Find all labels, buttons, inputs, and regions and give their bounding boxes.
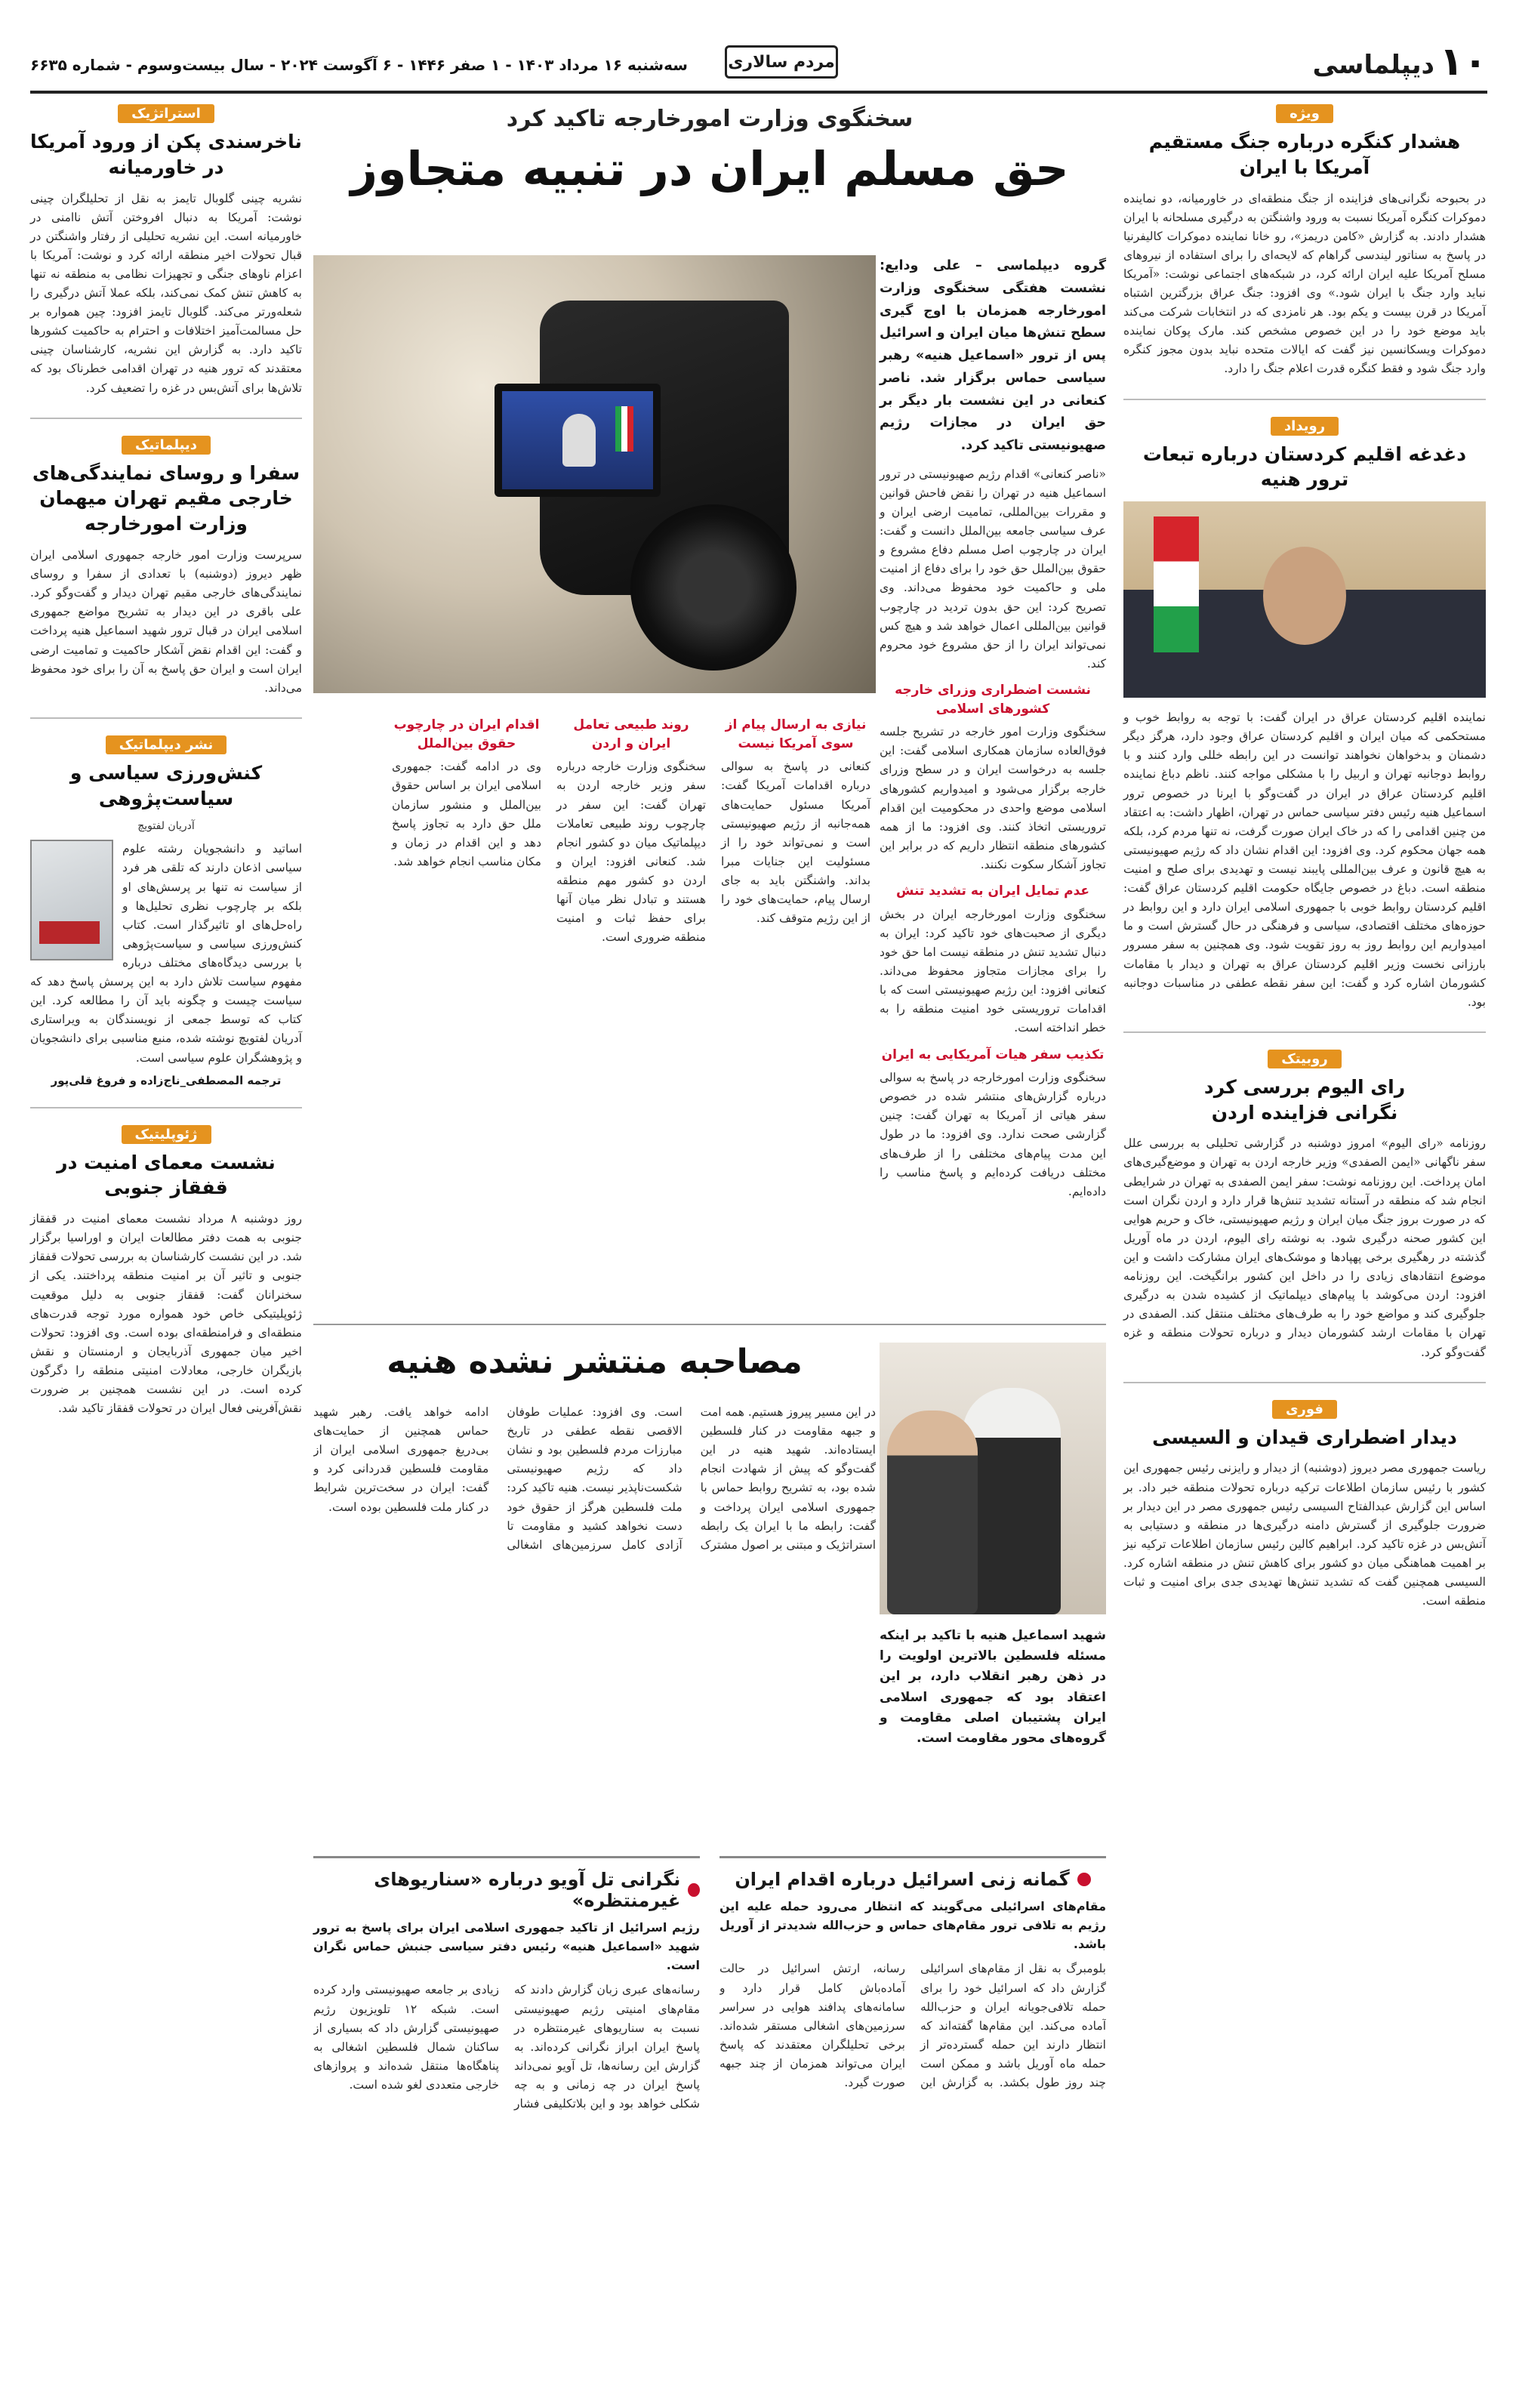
article-body: کنعانی در پاسخ به سوالی درباره اقدامات آمریکا گفت: آمریکا مسئول حمایت‌های همه‌جانبه از رژیم صهیونیستی است و نمی‌تواند خود را از مسئولیت این جنایات مبرا بداند. واشنگتن باید به جای ارسال پیام، حمایت‌های خود را از این رژیم متوقف کند. — [721, 760, 870, 926]
interview-lead: شهید اسماعیل هنیه با تاکید بر اینکه مسئله فلسطین بالاترین اولویت را در ذهن رهبر انقلاب دارد، بر این اعتقاد بود که جمهوری اسلامی ایران پشتیبان اصلی مقاومت و گروه‌های محور مقاومت است. — [880, 1628, 1106, 1746]
section-name: دیپلماسی — [1312, 50, 1434, 80]
book-review-body: اساتید و دانشجویان رشته علوم سیاسی اذعان دارند که تلقی هر فرد از سیاست نه تنها بر پرسش‌های او بلکه بر چارچوب نظری تحلیل‌ها و راه‌حل‌های او تاثیرگذار است. کتاب کنش‌ورزی سیاسی و سیاست‌پژوهی با بررسی دیدگاه‌های مختلف درباره مفهوم سیاست تلاش دارد به این پرسش پاسخ دهد که سیاست چیست و چگونه باید آن را مطالعه کرد. این کتاب که توسط جمعی از نویسندگان به ویراستاری آدریان لفتویچ نوشته شده، منبع مناسبی برای دانشجویان و پژوهشگران علوم سیاسی است. — [30, 842, 302, 1065]
sub-heading: نیازی به ارسال پیام از سوی آمریکا نیست — [725, 717, 867, 751]
news-box-ambassadors — [30, 436, 302, 698]
news-body: سرپرست وزارت امور خارجه جمهوری اسلامی ایران ظهر دیروز (دوشنبه) با تعدادی از سفرا و روسای نمایندگی‌های خارجی مقیم تهران دیدار و گفت‌وگو کرد. علی باقری در این دیدار به تشریح مواضع جمهوری اسلامی ایران در قبال ترور شهید اسماعیل هنیه پرداخت و گفت: این اقدام نقض آشکار حاکمیت و تمامیت ارضی ایران است و ایران حق پاسخ به آن را برای خود محفوظ می‌داند. — [30, 547, 302, 695]
news-body: رسانه‌های عبری زبان گزارش دادند که مقام‌های امنیتی رژیم صهیونیستی نسبت به سناریوهای غیرمنتظره در پاسخ ایران ابراز نگرانی کرده‌اند. به گزارش این رسانه‌ها، تل آویو نمی‌داند پاسخ ایران در چه زمانی و به چه شکلی خواهد بود و این بلاتکلیفی فشار زیادی بر جامعه صهیونیستی وارد کرده است. شبکه ۱۲ تلویزیون رژیم صهیونیستی گزارش داد که بسیاری از ساکنان شمال فلسطین اشغالی به پناهگاه‌ها منتقل شده‌اند و پروازهای خارجی متعددی لغو شده است. — [313, 1983, 700, 2111]
news-body: بلومبرگ به نقل از مقام‌های اسرائیلی گزارش داد که اسرائیل خود را برای حمله تلافی‌جویانه ایران و حزب‌الله آماده می‌کند. این مقام‌ها گفته‌اند که انتظار دارند این حمله گسترده‌تر از حمله ماه آوریل باشد و ممکن است چند روز طول بکشد. به گزارش این رسانه، ارتش اسرائیل در حالت آماده‌باش کامل قرار دارد و سامانه‌های پدافند هوایی در سراسر سرزمین‌های اشغالی مستقر شده‌اند. برخی تحلیلگران معتقدند که پاسخ ایران می‌تواند همزمان از چند جبهه صورت گیرد. — [719, 1962, 1106, 2090]
header-rule — [30, 91, 1487, 94]
bottom-news-israel — [719, 1856, 1106, 2337]
sub-heading: تکذیب سفر هیات آمریکایی به ایران — [881, 1047, 1105, 1062]
news-box-kurdistan — [1123, 417, 1486, 1012]
divider — [1123, 399, 1486, 400]
book-title: کنش‌ورزی سیاسی و سیاست‌پژوهی — [69, 761, 263, 809]
category-tag: روبیتک — [1268, 1050, 1341, 1068]
page-number: ۱۰ — [1439, 39, 1487, 85]
article-columns — [313, 708, 1106, 1282]
article-body: وی در ادامه گفت: جمهوری اسلامی ایران بر اساس حقوق بین‌الملل و منشور سازمان ملل حق دارد به تجاوز پاسخ دهد و این اقدام در زمان و مکان مناسب انجام خواهد شد. — [392, 760, 541, 868]
interview-body-wrap — [313, 1403, 876, 1826]
article-body: «ناصر کنعانی» اقدام رژیم صهیونیستی در ترور اسماعیل هنیه در تهران را نقض فاحش قوانین و مقررات بین‌المللی، تمامیت ارضی ایران و عرف سیاسی جامعه بین‌الملل دانست و گفت: ایران در چارچوب اصل مسلم دفاع مشروع و حقوق بین‌الملل حق خود را برای دفاع از امنیت ملی و حاکمیت خود محفوظ می‌داند. وی تصریح کرد: این حق بدون تردید در چارچوب قوانین بین‌المللی اعمال خواهد شد و هیچ کس نمی‌تواند ایران را از حق مشروع خود محروم کند. — [880, 467, 1106, 671]
sub-heading: اقدام ایران در چارچوب حقوق بین‌الملل — [393, 717, 540, 751]
sub-heading: عدم تمایل ایران به تشدید تنش — [895, 883, 1090, 899]
news-box-caucasus — [30, 1125, 302, 1419]
category-tag: فوری — [1272, 1400, 1337, 1419]
news-box-china — [30, 104, 302, 398]
divider — [30, 1107, 302, 1108]
news-body: روز دوشنبه ۸ مرداد نشست معمای امنیت در قفقاز جنوبی به همت دفتر مطالعات ایران و اوراسیا برگزار شد. در این نشست کارشناسان به بررسی تحولات قفقاز جنوبی و تاثیر آن بر امنیت منطقه پرداختند. یکی از سخنرانان گفت: قفقاز جنوبی به دلیل موقعیت ژئوپلیتیکی خاص خود همواره مورد توجه قدرت‌های منطقه‌ای و فرامنطقه‌ای بوده است. وی افزود: تحولات اخیر میان جمهوری آذربایجان و ارمنستان و نقش بازیگران خارجی، معادلات امنیتی منطقه را دگرگون کرده است. در این نشست همچنین بر ضرورت نقش‌آفرینی فعال ایران در تحولات قفقاز تاکید شد. — [30, 1212, 302, 1416]
right-column — [1123, 104, 1486, 1630]
article-body: سخنگوی وزارت امور خارجه در تشریح جلسه فوق‌العاده سازمان همکاری اسلامی گفت: این جلسه به درخواست ایران و در سطح وزرای خارجه برگزار می‌شود و امیدواریم کشورهای اسلامی موضع واحدی در محکومیت این اقدام تروریستی اتخاذ کنند. وی افزود: ما از همه کشورهای منطقه انتظار داریم که در برابر این تجاوز آشکار سکوت نکنند. — [880, 725, 1106, 871]
news-title: گمانه زنی اسرائیل درباره اقدام ایران — [735, 1869, 1070, 1890]
page-header — [30, 39, 1487, 85]
divider — [1123, 1382, 1486, 1383]
main-kicker: سخنگوی وزارت امورخارجه تاکید کرد — [506, 106, 914, 132]
news-title: هشدار کنگره درباره جنگ مستقیم آمریکا با ایران — [1148, 131, 1461, 178]
news-title: سفرا و روسای نمایندگی‌های خارجی مقیم تهران میهمان وزارت امورخارجه — [32, 461, 300, 535]
news-box-congress — [1123, 104, 1486, 379]
news-lead: مقام‌های اسرائیلی می‌گویند که انتظار می‌رود حمله علیه این رژیم به تلافی ترور مقام‌های حماس و حزب‌الله شدیدتر از آوریل باشد. — [719, 1899, 1106, 1951]
person-figure — [1263, 547, 1346, 645]
news-body: نشریه چینی گلوبال تایمز به نقل از تحلیلگران چینی نوشت: آمریکا به دنبال افروختن آتش ناامنی در خاورمیانه است. این نشریه تحلیلی از رفتار واشنگتن در قبال تحولات اخیر منطقه ارائه کرد و نوشت: آمریکا با اعزام ناوهای جنگی و تجهیزات نظامی به منطقه نه تنها به کاهش تنش کمک نمی‌کند، بلکه عملا آتش درگیری را شعله‌ورتر می‌کند. گلوبال تایمز افزود: چین همواره بر حل مسالمت‌آمیز اختلافات و احترام به حاکمیت کشورها تاکید دارد. به گزارش این نشریه، کارشناسان چینی معتقدند که ترور هنیه در تهران اقدامی خطرناک بود که تلاش‌ها برای آتش‌بس در غزه را تضعیف کرد. — [30, 191, 302, 395]
divider — [1123, 1031, 1486, 1033]
article-body: سخنگوی وزارت امورخارجه ایران در بخش دیگری از صحبت‌های خود تاکید کرد: ایران به دنبال تشدید تنش در منطقه نیست اما حق خود را برای مجازات متجاوز محفوظ می‌داند. کنعانی افزود: این رژیم صهیونیستی است که با اقدامات تروریستی خود امنیت منطقه را به خطر انداخته است. — [880, 907, 1106, 1035]
left-column — [30, 104, 302, 1438]
issue-line: سه‌شنبه ۱۶ مرداد ۱۴۰۳ - ۱ صفر ۱۴۴۶ - ۶ آگوست ۲۰۲۴ - سال بیست‌وسوم - شماره ۶۶۳۵ — [30, 56, 688, 74]
news-box-jordan — [1123, 1050, 1486, 1362]
press-conference-photo — [313, 255, 876, 693]
spokesman-figure — [562, 414, 596, 467]
bullet-icon — [688, 1883, 700, 1897]
news-title: رای الیوم بررسی کرد نگرانی فزاینده اردن — [1203, 1075, 1406, 1124]
news-title: نگرانی تل آویو درباره «سناریوهای غیرمنتظره» — [374, 1869, 681, 1911]
article-body: سخنگوی وزارت خارجه درباره سفر وزیر خارجه اردن به تهران گفت: این سفر در چارچوب روند طبیعی تعاملات دیپلماتیک میان دو کشور انجام شد. کنعانی افزود: ایران و اردن دو کشور مهم منطقه هستند و تبادل نظر میان آنها برای حفظ ثبات و امنیت منطقه ضروری است. — [556, 760, 706, 945]
sub-heading: روند طبیعی تعامل ایران و اردن — [573, 717, 689, 751]
book-author: آدریان لفتویچ — [137, 820, 195, 833]
divider — [30, 418, 302, 419]
news-title: دیدار اضطراری قیدان و السیسی — [1152, 1426, 1457, 1448]
article-column — [556, 708, 706, 947]
category-tag: رویداد — [1271, 417, 1339, 436]
newspaper-logo: مردم سالاری — [725, 45, 838, 79]
person-figure — [887, 1411, 978, 1614]
news-title: دغدغه اقلیم کردستان درباره تبعات ترور هنیه — [1142, 442, 1467, 491]
camera-lens — [630, 504, 797, 671]
divider — [30, 717, 302, 719]
interview-title: مصاحبه منتشر نشده هنیه — [387, 1343, 803, 1381]
sub-heading: نشست اضطراری وزرای خارجه کشورهای اسلامی — [895, 682, 1091, 717]
news-body: در بحبوحه نگرانی‌های فزاینده از جنگ منطقه‌ای در خاورمیانه، دو نماینده دموکرات کنگره آمریکا نسبت به ورود واشنگتن به درگیری مسلحانه با ایران هشدار دادند. به گزارش «کامن دریمز»، رو خانا نماینده دموکرات کالیفرنیا در پاسخ به سناتور لیندسی گراهام که لایحه‌ای را برای استفاده از نیروهای مسلح آمریکا علیه ایران ارائه کرد، در شبکه‌های اجتماعی نوشت: «آمریکا نباید وارد جنگ با ایران شود.» وی افزود: جنگ عراق بزرگترین اشتباه آمریکا در قرن بیست و یکم بود. هر نامزدی که در انتخابات شرکت می‌کند باید موضع خود را در این خصوص مشخص کند. مارک پوکان نماینده دموکرات ویسکانسین نیز گفت که ایالات متحده نباید بدون مجوز کنگره وارد جنگ شود و فقط کنگره قدرت اعلام جنگ را دارد. — [1123, 191, 1486, 376]
interview-body: در این مسیر پیروز هستیم. همه امت و جبهه مقاومت در کنار فلسطین ایستاده‌اند. شهید هنیه در این گفت‌وگو که پیش از شهادت انجام شده بود، به تشریح روابط حماس با جمهوری اسلامی ایران پرداخت و گفت: رابطه ما با ایران یک رابطه استراتژیک و مبتنی بر اصول مشترک است. وی افزود: عملیات طوفان الاقصی نقطه عطفی در تاریخ مبارزات مردم فلسطین بود و نشان داد که رژیم صهیونیستی شکست‌ناپذیر نیست. هنیه تاکید کرد: ملت فلسطین هرگز از حقوق خود دست نخواهد کشید و مقاومت تا آزادی کامل سرزمین‌های اشغالی ادامه خواهد یافت. رهبر شهید حماس همچنین از حمایت‌های بی‌دریغ جمهوری اسلامی ایران از مقاومت فلسطین قدردانی کرد و گفت: ایران در سخت‌ترین شرایط در کنار ملت فلسطین بوده است. — [313, 1405, 876, 1552]
flag-graphic — [615, 406, 633, 452]
news-box-egypt — [1123, 1400, 1486, 1611]
category-tag: ژئوپلیتیک — [122, 1125, 211, 1144]
category-tag: ویژه — [1276, 104, 1333, 123]
main-section — [313, 104, 1106, 2377]
news-title: نشست معمای امنیت در قفقاز جنوبی — [57, 1151, 276, 1199]
portrait-photo — [1123, 501, 1486, 698]
news-body: ریاست جمهوری مصر دیروز (دوشنبه) از دیدار و رایزنی رئیس جمهوری این کشور با رئیس سازمان اطلاعات ترکیه درباره تحولات منطقه خبر داد. بر اساس این گزارش عبدالفتاح السیسی رئیس جمهوری مصر در این دیدار بر ضرورت جلوگیری از گسترش دامنه درگیری‌ها در منطقه و دستیابی به آتش‌بس در غزه تاکید کرد. ابراهیم کالین رئیس سازمان اطلاعات ترکیه نیز بر اهمیت هماهنگی میان دو کشور برای کاهش تنش در منطقه اشاره کرد. السیسی همچنین گفت که تشدید تنش‌ها تهدیدی جدی برای امنیت و ثبات منطقه است. — [1123, 1461, 1486, 1608]
book-cover-image — [30, 840, 113, 960]
news-body: روزنامه «رای الیوم» امروز دوشنبه در گزارشی تحلیلی به بررسی علل سفر ناگهانی «ایمن الصفدی» وزیر خارجه اردن به تهران و موضع‌گیری‌های امان پرداخت. این روزنامه نوشت: سفر ایمن الصفدی به تهران در شرایطی انجام شد که منطقه در آستانه تشدید تنش‌ها قرار دارد و اردن نگران است که در صورت بروز جنگ میان ایران و رژیم صهیونیستی، خاک و حریم هوایی این کشور صحنه درگیری شود. به نوشته رای الیوم، اردن در ماه آوریل گذشته در رهگیری برخی پهپادها و موشک‌های ایران مشارکت داشت و این موضوع انتقادهای زیادی را در داخل این کشور برانگیخت. این روزنامه افزود: اردن می‌کوشد با پیام‌های دیپلماتیک از کشیده شدن به درگیری جلوگیری کند و مواضع خود را به طرف‌های مختلف منتقل کند. الصفدی در تهران با مقامات ارشد کشورمان دیدار و درباره تحولات منطقه و غزه گفت‌وگو کرد. — [1123, 1136, 1486, 1359]
flag-graphic — [1154, 516, 1199, 652]
bullet-icon — [1077, 1873, 1091, 1886]
bottom-news-telaviv — [313, 1856, 700, 2358]
news-body: نماینده اقلیم کردستان عراق در ایران گفت: با توجه به روابط خوب و مستحکمی که میان ایران و اقلیم کردستان عراق وجود دارد، هرگز دیگر دشمنان و بدخواهان نخواهند توانست در این رابطه خللی وارد کنند و با روابط دوجانبه تهران و اربیل را با مشکلی مواجه کنند. ناظم دباغ نماینده اقلیم کردستان عراق در ایران در گفت‌وگو با ایرنا در خصوص ترور اسماعیل هنیه رئیس دفتر سیاسی حماس در تهران، اظهار داشت: به اعتقاد من چنین اقدامی را که در خاک ایران صورت گرفت، نه تنها مردم کرد، بلکه همه جهان محکوم کرد. وی افزود: این اقدام نشان داد که رژیم صهیونیستی به هیچ قانون و عرف بین‌المللی پایبند نیست و تهدیدی برای صلح و امنیت منطقه است. دباغ در خصوص جایگاه حکومت اقلیم کردستان عراق گفت: اقلیم کردستان روابط خوبی با جمهوری اسلامی ایران دارد و این روابط در حوزه‌های مختلف اقتصادی، سیاسی و فرهنگی در حال گسترش است و ما امیدواریم این روابط روز به روز تقویت شود. وی همچنین به سفر مسرور بارزانی نخست وزیر اقلیم کردستان عراق به تهران و دیدار با مقامات کشورمان اشاره کرد و گفت: این سفر نقطه عطفی در مناسبات دوجانبه بود. — [1123, 711, 1487, 1009]
article-lead: گروه دیپلماسی – علی ودایع: نشست هفتگی سخنگوی وزارت امورخارجه همزمان با اوج گیری سطح تنش‌ها میان ایران و اسرائیل پس از ترور «اسماعیل هنیه» رهبر سیاسی حماس برگزار شد. ناصر کنعانی در این نشست بار دیگر بر حق ایران در مجازات رژیم صهیونیستی تاکید کرد. — [880, 258, 1106, 453]
book-review-box — [30, 735, 302, 1087]
section-rule — [313, 1324, 1106, 1325]
translator-credit: ترجمه المصطفی_ناج‌زاده و فروغ قلی‌پور — [51, 1073, 282, 1087]
article-column — [721, 708, 870, 928]
category-tag: نشر دیپلماتیک — [106, 735, 227, 754]
meeting-photo — [880, 1343, 1106, 1614]
article-body: سخنگوی وزارت امورخارجه در پاسخ به سوالی درباره گزارش‌های منتشر شده در خصوص سفر هیاتی از آمریکا به تهران گفت: چنین گزارشی صحت ندارد. وی افزود: ما در طول این مدت پیام‌های مختلفی را از طرف‌های مختلف دریافت کرده‌ایم و پاسخ مناسب را داده‌ایم. — [880, 1071, 1106, 1198]
category-tag: استراتژیک — [118, 104, 214, 123]
category-tag: دیپلماتیک — [122, 436, 211, 455]
news-lead: رژیم اسرائیل از تاکید جمهوری اسلامی ایران برای پاسخ به ترور شهید «اسماعیل هنیه» رئیس دفتر سیاسی جنبش حماس نگران است. — [313, 1920, 700, 1972]
camera-screen — [495, 384, 661, 497]
news-title: ناخرسندی پکن از ورود آمریکا در خاورمیانه — [30, 131, 302, 178]
article-column — [392, 708, 541, 871]
main-headline: حق مسلم ایران در تنبیه متجاوز — [350, 141, 1069, 196]
